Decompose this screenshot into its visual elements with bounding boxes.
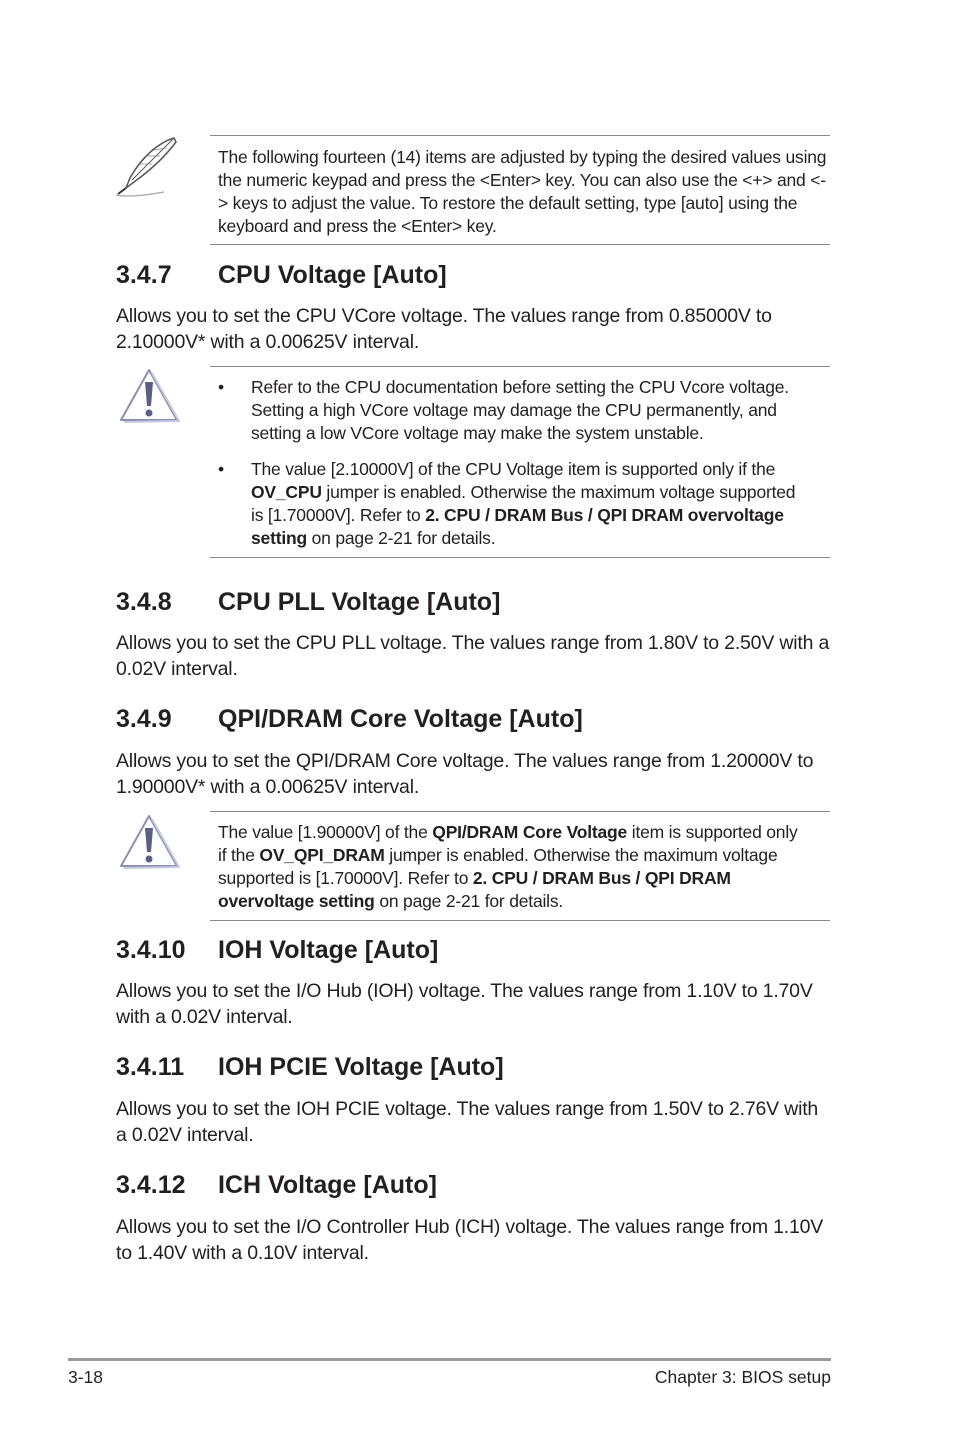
section-title: IOH Voltage [Auto] bbox=[218, 936, 439, 964]
top-note bbox=[210, 135, 830, 245]
warning-triangle-icon bbox=[118, 366, 180, 424]
warning-bullet-1 bbox=[210, 376, 810, 445]
section-title: CPU Voltage [Auto] bbox=[218, 261, 447, 289]
warning-triangle-icon bbox=[118, 812, 180, 870]
section-body: Allows you to set the I/O Controller Hub (ICH) voltage. The values range from 1.10V to 1.40V with a 0.10V interval. bbox=[116, 1216, 824, 1264]
bullet: • bbox=[218, 459, 224, 479]
section-number: 3.4.12 bbox=[116, 1171, 186, 1199]
warning-bullet-2 bbox=[210, 458, 810, 550]
bullet: • bbox=[218, 377, 224, 397]
section-title: CPU PLL Voltage [Auto] bbox=[218, 588, 501, 616]
section-number: 3.4.10 bbox=[116, 936, 186, 964]
section-body: Allows you to set the CPU PLL voltage. The values range from 1.80V to 2.50V with a 0.02V interval. bbox=[116, 632, 830, 680]
section-body: Allows you to set the I/O Hub (IOH) voltage. The values range from 1.10V to 1.70V with a 0.02V interval. bbox=[116, 980, 813, 1028]
bullet-text: Refer to the CPU documentation before setting the CPU Vcore voltage. Setting a high VCore voltage may damage the CPU permanently, and setting a low VCore voltage may make the system unstable. bbox=[251, 377, 789, 443]
section-title: IOH PCIE Voltage [Auto] bbox=[218, 1053, 504, 1081]
top-note-text: The following fourteen (14) items are adjusted by typing the desired values using the numeric keypad and press the <Enter> key. You can also use the <+> and <-> keys to adjust the value. To restore the default setting, type [auto] using the keyboard and press the <Enter> key. bbox=[218, 147, 827, 236]
section-body: Allows you to set the CPU VCore voltage. The values range from 0.85000V to 2.10000V* with a 0.00625V interval. bbox=[116, 305, 772, 353]
section-title: ICH Voltage [Auto] bbox=[218, 1171, 437, 1199]
section-number: 3.4.8 bbox=[116, 588, 172, 616]
bullet-text: The value [2.10000V] of the CPU Voltage item is supported only if the OV_CPU jumper is enabled. Otherwise the maximum voltage supported is [1.70000V]. Refer to 2. CPU / DRAM Bus / QPI DRAM overvoltage setting on page 2-21 for details. bbox=[251, 459, 796, 548]
page-number: 3-18 bbox=[68, 1367, 104, 1387]
warning-box-cpu-voltage bbox=[210, 366, 830, 558]
section-number: 3.4.7 bbox=[116, 261, 172, 289]
feather-pen-icon bbox=[112, 134, 182, 200]
warning-text: The value [1.90000V] of the QPI/DRAM Core Voltage item is supported only if the OV_QPI_DRAM jumper is enabled. Otherwise the maximum voltage supported is [1.70000V]. Refer to 2. CPU / DRAM Bus / QPI DRAM overvoltage setting on page 2-21 for details. bbox=[218, 822, 798, 911]
section-number: 3.4.9 bbox=[116, 705, 172, 733]
section-body: Allows you to set the QPI/DRAM Core voltage. The values range from 1.20000V to 1.90000V* with a 0.00625V interval. bbox=[116, 750, 814, 798]
section-title: QPI/DRAM Core Voltage [Auto] bbox=[218, 705, 583, 733]
section-body: Allows you to set the IOH PCIE voltage. The values range from 1.50V to 2.76V with a 0.02V interval. bbox=[116, 1098, 819, 1146]
chapter-label: Chapter 3: BIOS setup bbox=[654, 1367, 831, 1387]
footer-rule bbox=[68, 1358, 831, 1361]
section-number: 3.4.11 bbox=[116, 1053, 185, 1081]
warning-box-qpi-voltage bbox=[210, 811, 830, 921]
